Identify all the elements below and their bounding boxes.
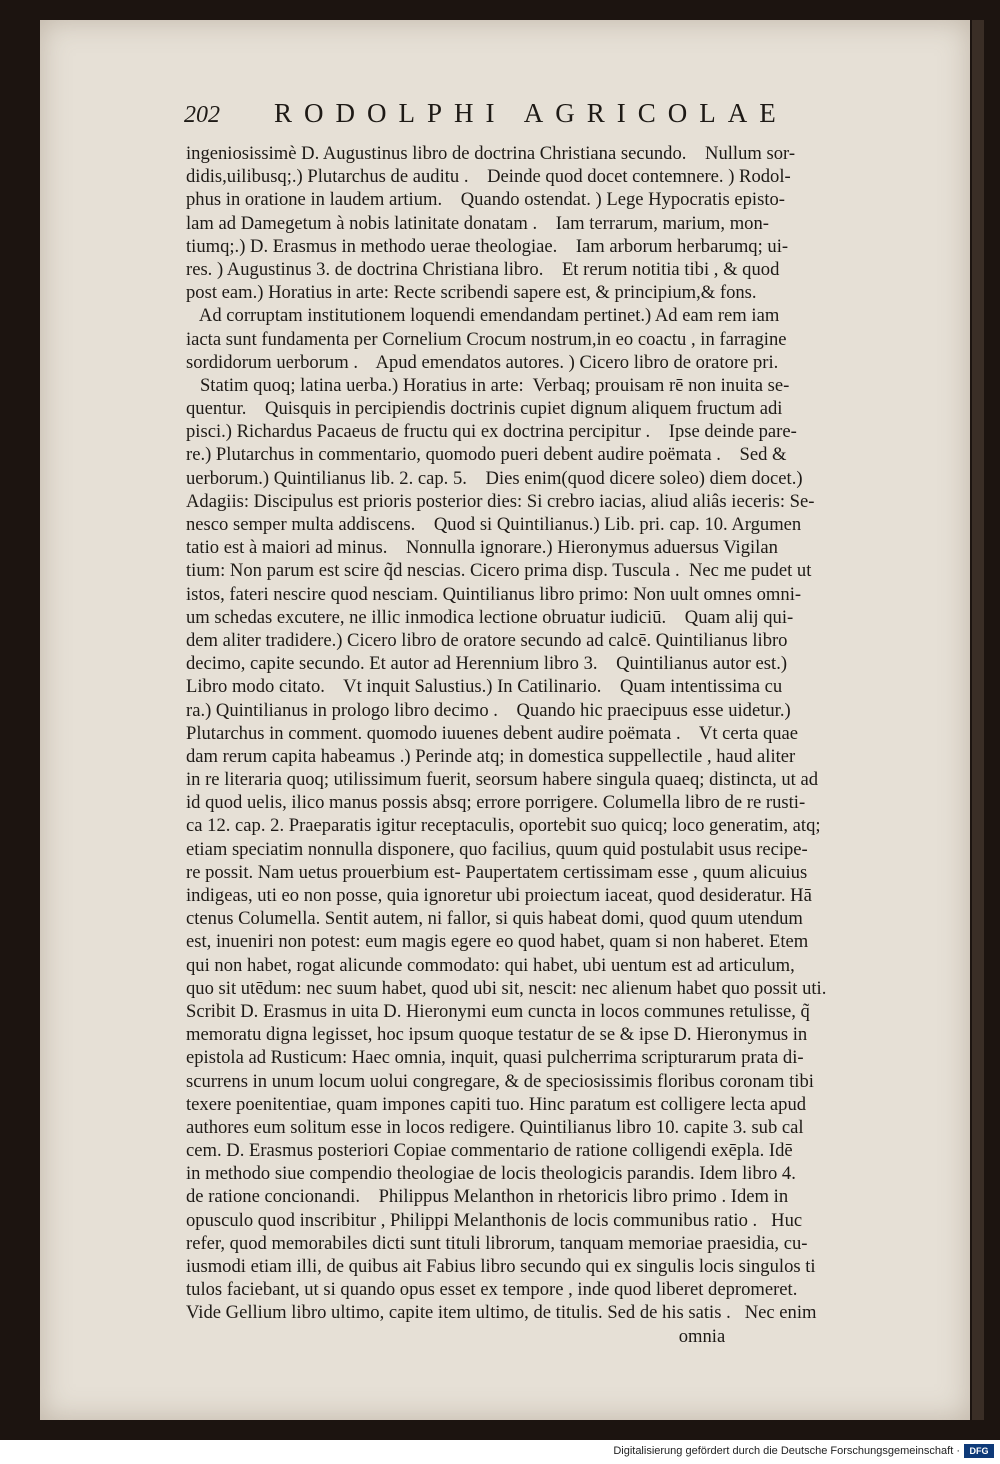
text-line: re.) Plutarchus in commentario, quomodo pueri debent audire poëmata . Sed & xyxy=(186,444,787,466)
text-line: est, inueniri non potest: eum magis egere eo quod habet, quam si non haberet. Etem xyxy=(186,931,809,953)
text-line: authores eum solitum esse in locos redigere. Quintilianus libro 10. capite 3. sub cal xyxy=(186,1116,804,1138)
text-line: lam ad Damegetum à nobis latinitate donatam . Iam terrarum, marium, mon- xyxy=(186,212,769,234)
text-line: dam rerum capita habeamus .) Perinde atq; in domestica suppellectile , haud aliter xyxy=(186,745,796,767)
text-line: id quod uelis, ilico manus possis absq; errore porrigere. Columella libro de re rusti- xyxy=(186,792,806,814)
text-line: Adagiis: Discipulus est prioris posterior dies: Si crebro iacias, aliud aliâs ieceris: Se- xyxy=(186,490,815,512)
text-line: de ratione concionandi. Philippus Melanthon in rhetoricis libro primo . Idem in xyxy=(186,1186,789,1208)
text-line: in methodo siue compendio theologiae de locis theologicis parandis. Idem libro 4. xyxy=(186,1163,796,1185)
text-line: memoratu digna legisset, hoc ipsum quoque testatur de se & ipse D. Hieronymus in xyxy=(186,1024,808,1046)
page-header xyxy=(184,96,874,136)
text-line: Plutarchus in comment. quomodo iuuenes debent audire poëmata . Vt certa quae xyxy=(186,722,799,744)
text-line: scurrens in unum locum uolui congregare, & de speciosissimis floribus coronam tibi xyxy=(186,1070,814,1092)
text-line: re possit. Nam uetus prouerbium est- Paupertatem certissimam esse , quum alicuius xyxy=(186,861,808,883)
text-line: nesco semper multa addiscens. Quod si Quintilianus.) Lib. pri. cap. 10. Argumen xyxy=(186,514,802,535)
page-edge xyxy=(972,20,984,1420)
text-line: refer, quod memorabiles dicti sunt tituli librorum, tanquam memoriae praesidia, cu- xyxy=(186,1232,808,1254)
text-line: um schedas excutere, ne illic inmodica lectione obruatur iudiciū. Quam alij qui- xyxy=(186,606,794,628)
running-head: RODOLPHI AGRICOLAE xyxy=(274,98,788,128)
text-line: tium: Non parum est scire q̃d nescias. Cicero prima disp. Tuscula . Nec me pudet ut xyxy=(186,560,812,582)
text-line: tulos faciebant, ut si quando opus esset ex tempore , inde quod liberet depromeret. xyxy=(186,1279,798,1301)
text-line: Ad corruptam institutionem loquendi emendandam pertinet.) Ad eam rem iam xyxy=(186,305,780,327)
text-line: omnia xyxy=(186,1325,726,1347)
text-line: istos, fateri nescire quod nesciam. Quintilianus libro primo: Non uult omnes omni- xyxy=(186,583,802,605)
text-line: Scribit D. Erasmus in uita D. Hieronymi eum cuncta in locos communes retulisse, q̃ xyxy=(186,1000,810,1022)
funding-credit: Digitalisierung gefördert durch die Deutsche Forschungsgemeinschaft · xyxy=(613,1445,960,1457)
dfg-logo-icon: DFG xyxy=(964,1444,994,1458)
text-line: indigeas, uti eo non posse, quia ignoretur ubi proiectum iaceat, quod desideratur. Hā xyxy=(186,885,812,906)
text-line: quentur. Quisquis in percipiendis doctrinis cupiet dignum aliquem fructum adi xyxy=(186,398,783,420)
text-line: tatio est à maiori ad minus. Nonnulla ignorare.) Hieronymus aduersus Vigilan xyxy=(186,537,778,559)
text-line: ingeniosissimè D. Augustinus libro de doctrina Christiana secundo. Nullum sor- xyxy=(186,143,796,164)
text-line: opusculo quod inscribitur , Philippi Melanthonis de locis communibus ratio . Huc xyxy=(186,1209,803,1231)
text-line: ca 12. cap. 2. Praeparatis igitur receptaculis, oportebit suo quicq; loco generatim, atq; xyxy=(186,815,821,837)
text-line: sordidorum uerborum . Apud emendatos autores. ) Cicero libro de oratore pri. xyxy=(186,351,779,373)
text-line: phus in oratione in laudem artium. Quando ostendat. ) Lege Hypocratis episto- xyxy=(186,189,785,211)
text-line: ra.) Quintilianus in prologo libro decimo . Quando hic praecipuus esse uidetur.) xyxy=(186,699,791,721)
text-line: didis,uilibusq;.) Plutarchus de auditu . Deinde quod docet contemnere. ) Rodol- xyxy=(186,166,791,188)
text-line: ctenus Columella. Sentit autem, ni fallor, si quis habeat domi, quod quum utendum xyxy=(186,908,803,930)
text-line: Statim quoq; latina uerba.) Horatius in arte: Verbaq; prouisam rē non inuita se- xyxy=(186,374,790,396)
text-body xyxy=(186,142,961,1348)
text-line: uerborum.) Quintilianus lib. 2. cap. 5. Dies enim(quod dicere soleo) diem docet.) xyxy=(186,467,803,489)
text-line: Libro modo citato. Vt inquit Salustius.) In Catilinario. Quam intentissima cu xyxy=(186,676,783,698)
text-line: cem. D. Erasmus posteriori Copiae commentario de ratione colligendi exēpla. Idē xyxy=(186,1140,793,1162)
text-line: decimo, capite secundo. Et autor ad Herennium libro 3. Quintilianus autor est.) xyxy=(186,653,788,675)
text-line: etiam speciatim nonnulla disponere, quo facilius, quum quid postulabit usus recipe- xyxy=(186,838,808,860)
page-number: 202 xyxy=(184,102,220,128)
text-line: post eam.) Horatius in arte: Recte scribendi sapere est, & principium,& fons. xyxy=(186,282,757,304)
text-line: dem aliter tradidere.) Cicero libro de oratore secundo ad calcē. Quintilianus libro xyxy=(186,629,788,651)
text-line: quo sit utēdum: nec suum habet, quod ubi sit, nescit: nec alienum habet quo possit uti. xyxy=(186,977,827,999)
text-line: res. ) Augustinus 3. de doctrina Christiana libro. Et rerum notitia tibi , & quod xyxy=(186,258,780,280)
text-line: iusmodi etiam illi, de quibus ait Fabius libro secundo qui ex singulis locis singulos ti xyxy=(186,1256,816,1277)
text-line: texere poenitentiae, quam impones capiti tuo. Hinc paratum est colligere lecta apud xyxy=(186,1093,807,1115)
text-line: in re literaria quoq; utilissimum fuerit, seorsum habere singula quaeq; distincta, ut ad xyxy=(186,769,819,791)
text-line: epistola ad Rusticum: Haec omnia, inquit, quasi pulcherrima scripturarum prata di- xyxy=(186,1047,804,1069)
footer-bar xyxy=(0,1440,1000,1464)
text-line: Vide Gellium libro ultimo, capite item ultimo, de titulis. Sed de his satis . Nec enim xyxy=(186,1302,817,1324)
text-line: qui non habet, rogat alicunde commodato: qui habet, ubi uentum est ad articulum, xyxy=(186,954,795,976)
text-line: tiumq;.) D. Erasmus in methodo uerae theologiae. Iam arborum herbarumq; ui- xyxy=(186,235,789,257)
text-line: pisci.) Richardus Pacaeus de fructu qui ex doctrina percipitur . Ipse deinde pare- xyxy=(186,421,797,443)
text-line: iacta sunt fundamenta per Cornelium Crocum nostrum,in eo coactu , in farragine xyxy=(186,328,787,350)
